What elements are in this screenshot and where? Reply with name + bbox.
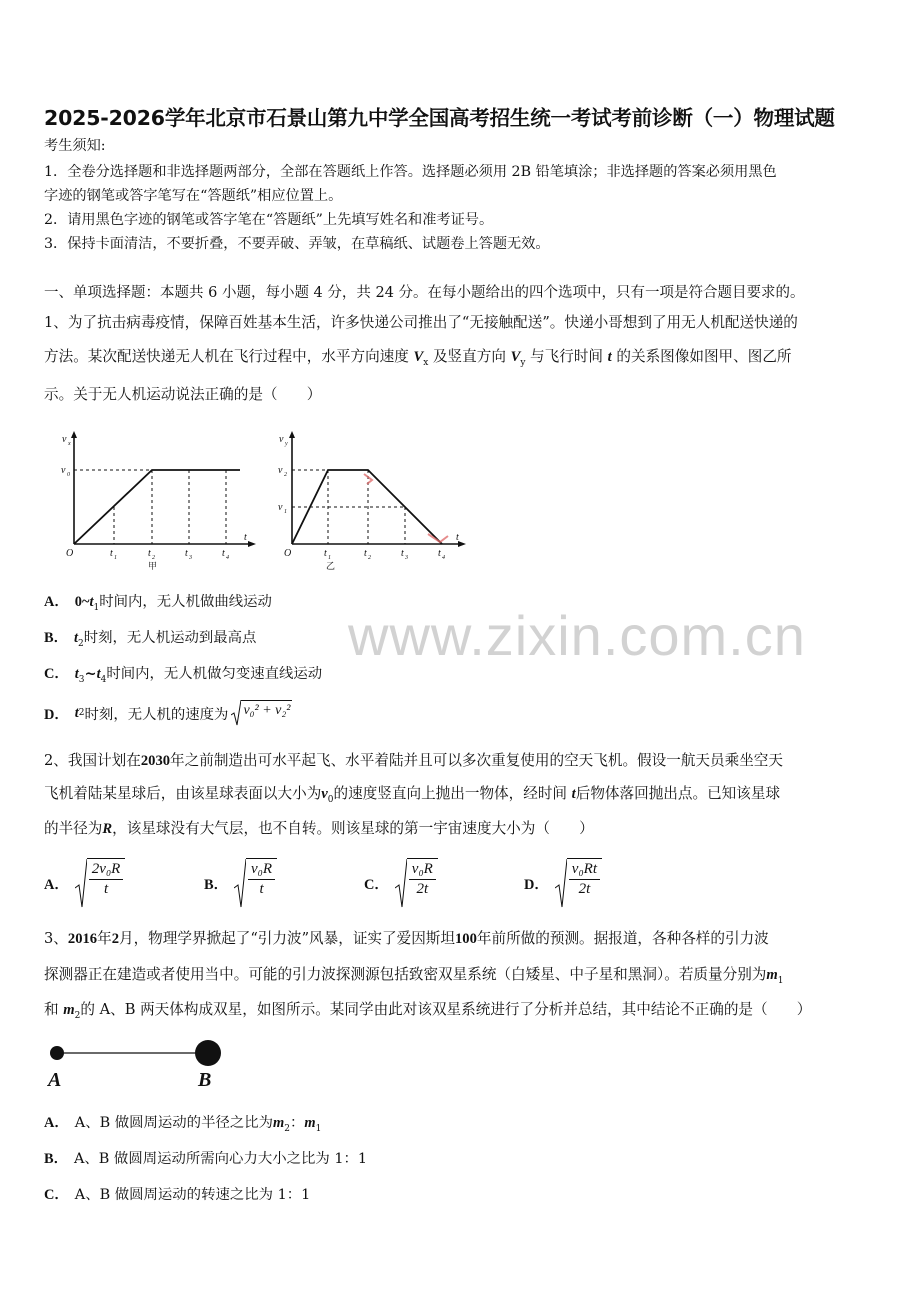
section-heading: 一、单项选择题：本题共 6 小题，每小题 4 分，共 24 分。在每小题给出的四个选项中，只有一项是符合题目要求的。 bbox=[44, 285, 805, 301]
q1-line-2: 方法。某次配送快递无人机在飞行过程中，水平方向速度 $V_x$ 及竖直方向 $V_y$ 与飞行时间 t 的关系图像如图甲、图乙所 bbox=[44, 348, 792, 368]
svg-text:4: 4 bbox=[442, 555, 445, 561]
q3-line-1: 3、2016年2月，物理学界掀起了“引力波”风暴，证实了爱因斯坦100年前所做的预测。据报道，各种各样的引力波 bbox=[44, 930, 769, 947]
q3-option-a[interactable]: A． A、B 做圆周运动的半径之比为$m_2$：$m_1$ bbox=[44, 1115, 322, 1134]
graph-a-tick-t2: t bbox=[148, 548, 151, 559]
q2-option-d[interactable]: D． $\frac{\text{v₀Rt}}{2t}$ bbox=[524, 858, 602, 908]
graph-b-x-label: t bbox=[456, 532, 459, 543]
svg-text:3: 3 bbox=[189, 555, 192, 561]
q1-line-1: 1、为了抗击病毒疫情，保障百姓基本生活，许多快递公司推出了“无接触配送”。快递小哥想到了用无人机配送快递的 bbox=[44, 314, 798, 331]
graph-a-y-label: v bbox=[62, 434, 67, 445]
star-a-label: A bbox=[48, 1069, 62, 1091]
svg-text:3: 3 bbox=[405, 555, 408, 561]
q3-line-2: 探测器正在建造或者使用当中。可能的引力波探测源包括致密双星系统（白矮星、中子星和黑洞）。若质量分别为$m_1$ bbox=[44, 966, 784, 986]
svg-text:y: y bbox=[285, 441, 288, 447]
graph-b-tick-t2: t bbox=[364, 548, 367, 559]
graph-b-tick-t1: t bbox=[324, 548, 327, 559]
q2-line-1: 2、我国计划在2030年之前制造出可水平起飞、水平着陆并且可以多次重复使用的空天飞机。假设一航天员乘坐空天 bbox=[44, 752, 783, 769]
star-b-label: B bbox=[198, 1069, 212, 1091]
q2-option-a[interactable]: A． $\frac{\text{2v₀R}}{t}$ bbox=[44, 858, 125, 908]
q2-option-c[interactable]: C． $\frac{\text{v₀R}}{2t}$ bbox=[364, 858, 438, 908]
graph-b-y-label: v bbox=[279, 434, 284, 445]
notice-line-2: 字迹的钢笔或答字笔写在“答题纸”相应位置上。 bbox=[44, 188, 343, 204]
graph-a-level-label: v bbox=[61, 465, 66, 476]
q1-option-c[interactable]: C． $t_3\sim t_4$时间内，无人机做匀变速直线运动 bbox=[44, 665, 323, 685]
graph-a-tick-t3: t bbox=[185, 548, 188, 559]
svg-text:2: 2 bbox=[368, 555, 371, 561]
q3-option-b[interactable]: B． A、B 做圆周运动所需向心力大小之比为 1：1 bbox=[44, 1151, 368, 1167]
q2-line-2: 飞机着陆某星球后，由该星球表面以大小为$v_0$的速度竖直向上抛出一物体，经时间 t后物体落回抛出点。已知该星球 bbox=[44, 785, 781, 805]
q1-option-d[interactable]: D． t 2 时刻，无人机的速度为 v₀² + v₂² bbox=[44, 700, 292, 726]
q1-option-d-formula: v₀² + v₂² bbox=[231, 700, 292, 726]
binary-star-figure bbox=[40, 1034, 240, 1094]
svg-text:0: 0 bbox=[67, 472, 70, 478]
svg-text:2: 2 bbox=[152, 555, 155, 561]
notice-line-3: 2．请用黑色字迹的钢笔或答字笔在“答题纸”上先填写姓名和准考证号。 bbox=[44, 212, 494, 228]
q1-option-b[interactable]: B． $t_2$时刻，无人机运动到最高点 bbox=[44, 630, 257, 649]
q3-line-3: 和 $m_2$的 A、B 两天体构成双星，如图所示。某同学由此对该双星系统进行了分析并总结，其中结论不正确的是（ ） bbox=[44, 1001, 812, 1021]
graph-b bbox=[276, 428, 476, 576]
svg-text:2: 2 bbox=[284, 472, 287, 478]
star-a bbox=[50, 1046, 64, 1060]
svg-text:4: 4 bbox=[226, 555, 229, 561]
graph-b-level-top: v bbox=[278, 465, 283, 476]
q2-line-3: 的半径为R，该星球没有大气层，也不自转。则该星球的第一宇宙速度大小为（ ） bbox=[44, 820, 594, 837]
graph-b-origin: O bbox=[284, 548, 292, 559]
svg-text:1: 1 bbox=[284, 509, 287, 515]
svg-text:x: x bbox=[68, 441, 71, 447]
star-b bbox=[195, 1040, 221, 1066]
graph-a-origin: O bbox=[66, 548, 74, 559]
graph-b-tick-t4: t bbox=[438, 548, 441, 559]
notice-line-1: 1．全卷分选择题和非选择题两部分，全部在答题纸上作答。选择题必须用 2B 铅笔填涂；非选择题的答案必须用黑色 bbox=[44, 164, 777, 180]
graph-a-x-label: t bbox=[244, 532, 247, 543]
notice-line-4: 3．保持卡面清洁，不要折叠，不要弄破、弄皱，在草稿纸、试题卷上答题无效。 bbox=[44, 236, 550, 252]
graph-b-tick-t3: t bbox=[401, 548, 404, 559]
graph-b-caption: 乙 bbox=[326, 561, 336, 571]
q2-option-b[interactable]: B． $\frac{\text{v₀R}}{t}$ bbox=[204, 858, 277, 908]
q3-option-c[interactable]: C． A、B 做圆周运动的转速之比为 1：1 bbox=[44, 1187, 311, 1203]
notice-heading: 考生须知: bbox=[44, 138, 106, 154]
graph-a-tick-t4: t bbox=[222, 548, 225, 559]
graph-a bbox=[60, 428, 260, 576]
graph-a-tick-t1: t bbox=[110, 548, 113, 559]
q1-line-3: 示。关于无人机运动说法正确的是（ ） bbox=[44, 386, 322, 403]
graph-a-caption: 甲 bbox=[148, 561, 158, 571]
svg-text:1: 1 bbox=[114, 555, 117, 561]
svg-text:1: 1 bbox=[328, 555, 331, 561]
q1-option-a[interactable]: A． $0\sim t_1$时间内，无人机做曲线运动 bbox=[44, 594, 272, 613]
graph-b-level-mid: v bbox=[278, 502, 283, 513]
page-title: 2025-2026学年北京市石景山第九中学全国高考招生统一考试考前诊断（一）物理试题 bbox=[44, 106, 835, 130]
watermark: www.zixin.com.cn bbox=[348, 604, 806, 667]
